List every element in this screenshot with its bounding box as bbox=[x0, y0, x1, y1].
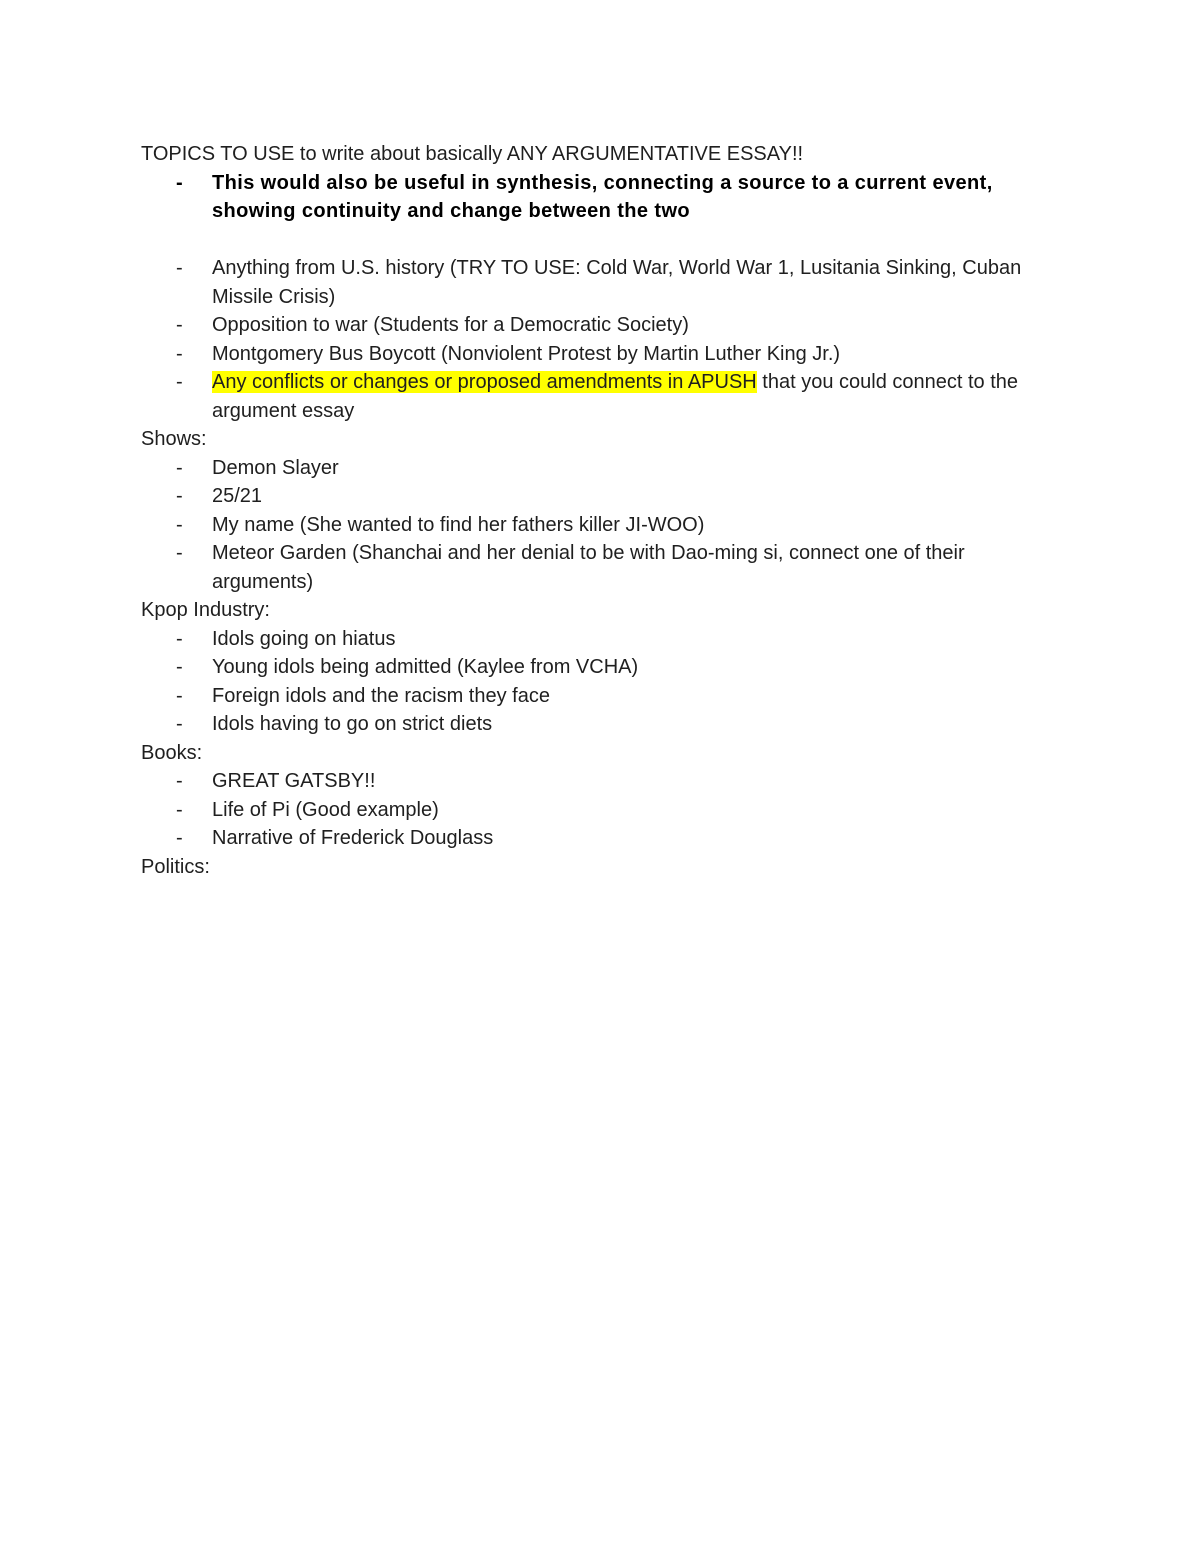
section-heading-politics: Politics: bbox=[141, 855, 210, 878]
note-text: This would also be useful in synthesis, connecting a source to a current event, showing continuity and change between the two bbox=[212, 171, 993, 222]
list-item-history-3 bbox=[141, 340, 1061, 369]
list-item-kpop-2 bbox=[141, 653, 1061, 682]
list-item-show-4 bbox=[141, 539, 1061, 596]
section-heading-kpop: Kpop Industry: bbox=[141, 599, 270, 621]
list-item-text: Demon Slayer bbox=[212, 456, 339, 479]
list-item-text: Foreign idols and the racism they face bbox=[212, 684, 550, 707]
intro-line: TOPICS TO USE to write about basically ANY ARGUMENTATIVE ESSAY!! bbox=[141, 143, 804, 165]
list-item-book-1 bbox=[141, 767, 1061, 796]
bullet-dash: - bbox=[176, 171, 184, 194]
list-item-text: 25/21 bbox=[212, 485, 263, 507]
list-item-text: that you could connect to the argument essay bbox=[212, 371, 1019, 422]
list-item-show-3 bbox=[141, 511, 1061, 540]
bullet-dash: - bbox=[176, 485, 183, 507]
list-item-apush bbox=[141, 368, 1061, 425]
list-item-text: My name (She wanted to find her fathers killer JI-WOO) bbox=[212, 513, 705, 536]
list-item-book-2 bbox=[141, 796, 1061, 825]
section-heading-shows: Shows: bbox=[141, 428, 207, 450]
bullet-dash: - bbox=[176, 713, 183, 735]
list-item-show-2 bbox=[141, 482, 1061, 511]
bullet-dash: - bbox=[176, 314, 183, 336]
bullet-dash: - bbox=[176, 684, 183, 707]
list-item-text: Idols going on hiatus bbox=[212, 627, 396, 650]
blank-line bbox=[141, 226, 1061, 255]
bullet-dash: - bbox=[176, 513, 183, 536]
list-item-text: GREAT GATSBY!! bbox=[212, 770, 376, 792]
list-item-text: Montgomery Bus Boycott (Nonviolent Protest by Martin Luther King Jr.) bbox=[212, 342, 841, 365]
list-item-text: Young idols being admitted (Kaylee from VCHA) bbox=[212, 656, 639, 678]
list-item-kpop-1 bbox=[141, 625, 1061, 654]
bullet-dash: - bbox=[176, 827, 183, 849]
note-item bbox=[141, 169, 1061, 226]
highlighted-text: Any conflicts or changes or proposed amendments in APUSH bbox=[212, 371, 757, 393]
list-item-text: Opposition to war (Students for a Democratic Society) bbox=[212, 314, 689, 336]
bullet-dash: - bbox=[176, 371, 183, 393]
list-item-history-2 bbox=[141, 311, 1061, 340]
bullet-dash: - bbox=[176, 342, 183, 365]
list-item-text: Anything from U.S. history (TRY TO USE: Cold War, World War 1, Lusitania Sinking, Cuban Missile Crisis) bbox=[212, 257, 1022, 308]
bullet-dash: - bbox=[176, 656, 183, 678]
list-item-text: Narrative of Frederick Douglass bbox=[212, 827, 494, 849]
bullet-dash: - bbox=[176, 257, 183, 279]
bullet-dash: - bbox=[176, 627, 183, 650]
bullet-dash: - bbox=[176, 456, 183, 479]
document-body bbox=[141, 140, 1061, 881]
list-item-book-3 bbox=[141, 824, 1061, 853]
section-heading-books: Books: bbox=[141, 741, 203, 764]
list-item-kpop-4 bbox=[141, 710, 1061, 739]
bullet-dash: - bbox=[176, 542, 183, 564]
list-item-text: Meteor Garden (Shanchai and her denial to be with Dao-ming si, connect one of their arguments) bbox=[212, 542, 965, 593]
list-item-show-1 bbox=[141, 454, 1061, 483]
bullet-dash: - bbox=[176, 770, 183, 792]
list-item-kpop-3 bbox=[141, 682, 1061, 711]
list-item-text: Life of Pi (Good example) bbox=[212, 798, 439, 821]
list-item-text: Idols having to go on strict diets bbox=[212, 713, 493, 735]
list-item-history-1 bbox=[141, 254, 1061, 311]
bullet-dash: - bbox=[176, 798, 183, 821]
